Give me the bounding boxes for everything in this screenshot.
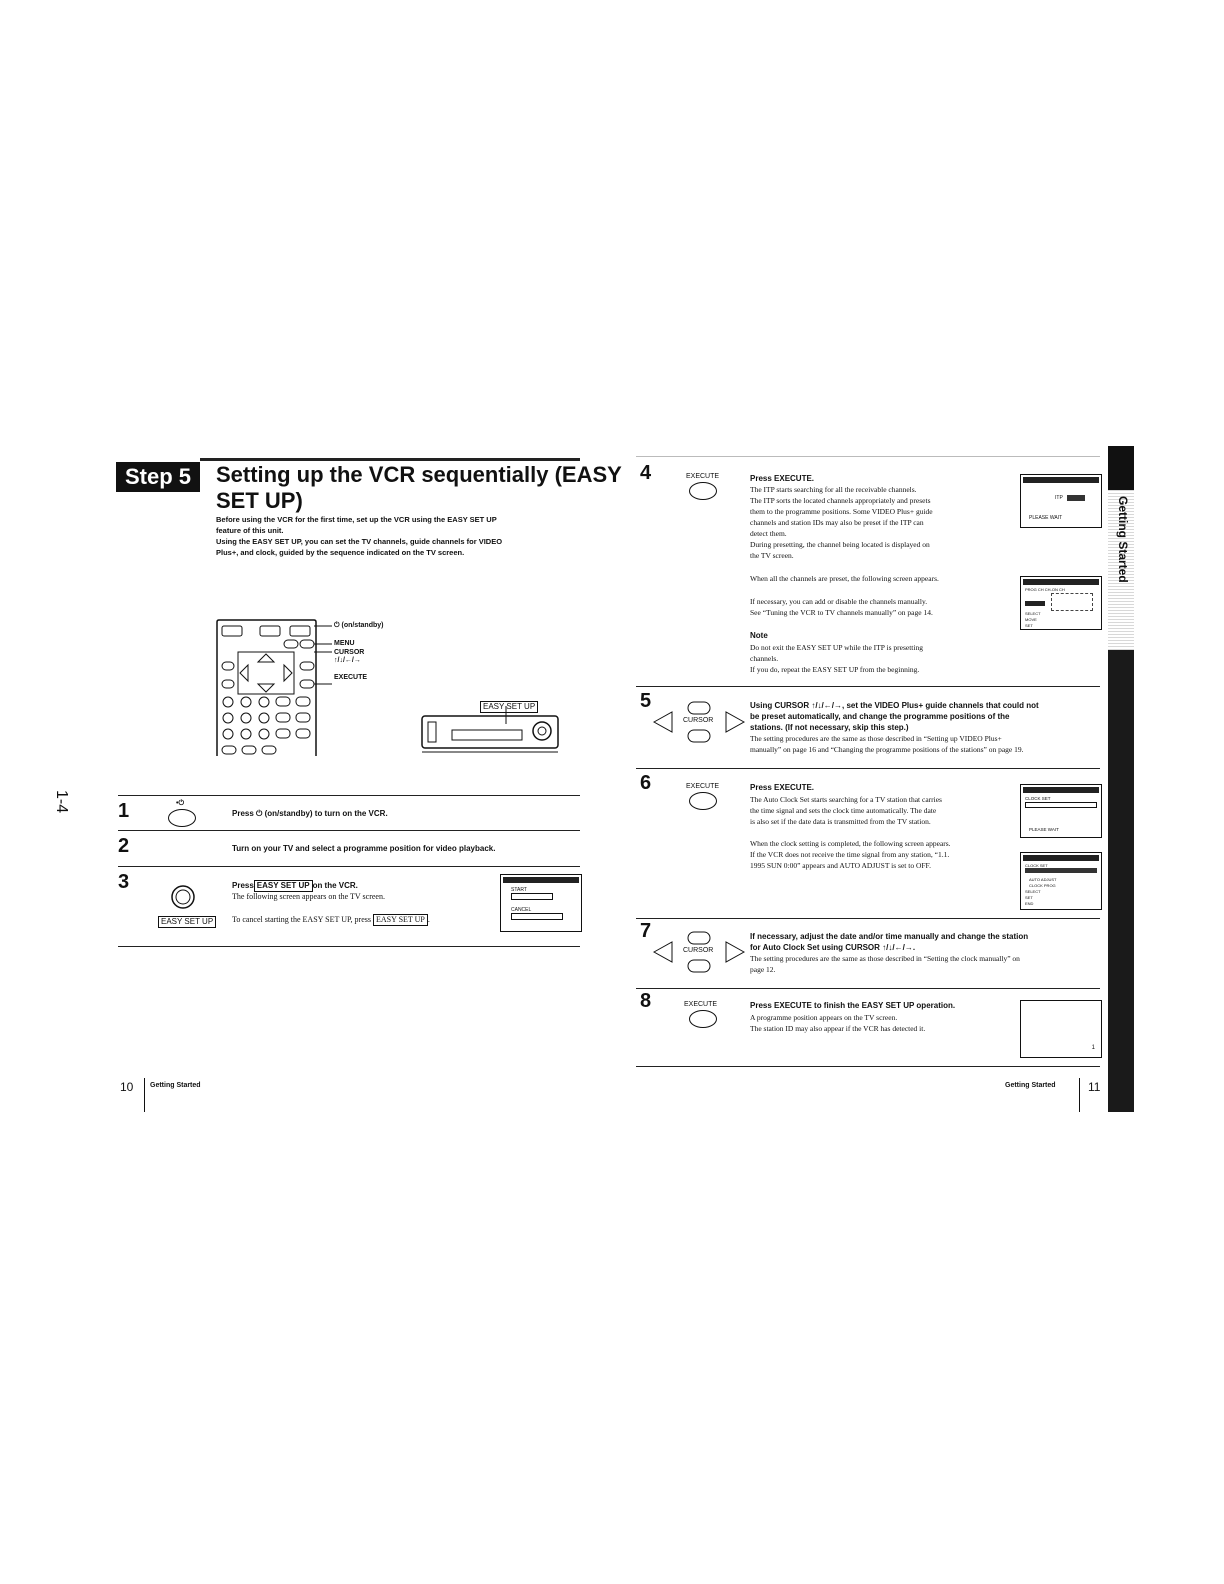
head-line: Using CURSOR ↑/↓/←/→, set the VIDEO Plus+ guide channels that could not (750, 701, 1039, 710)
body-line: A programme position appears on the TV screen. (750, 1013, 898, 1022)
step-6-body2 (750, 838, 951, 871)
screen-row4: SET (1025, 895, 1033, 900)
body-line: The ITP sorts the located channels appropriately and presets (750, 496, 931, 505)
step-rule (636, 768, 1100, 769)
left-page-number: 10 (120, 1080, 134, 1094)
screen-itp-wait: PLEASE WAIT (1029, 515, 1063, 521)
step-5-body (750, 733, 1023, 755)
tv-screen-clock-search (1020, 784, 1102, 838)
step-4-body (750, 484, 1000, 561)
body-line: See “Tuning the VCR to TV channels manually” on page 14. (750, 608, 933, 617)
step-4-icon-label: EXECUTE (686, 473, 720, 480)
title-rule (200, 458, 580, 461)
footer-divider (144, 1078, 145, 1112)
step-6-number: 6 (640, 772, 652, 794)
step-4-body3 (750, 596, 933, 618)
screen-title-bar (1023, 855, 1099, 861)
top-rule (636, 456, 1100, 457)
body-line: the TV screen. (750, 551, 794, 560)
power-button-icon (168, 809, 196, 827)
body-line: When the clock setting is completed, the following screen appears. (750, 839, 951, 848)
screen-cancel-box (511, 913, 563, 920)
remote-label-cursor: CURSOR (334, 649, 365, 656)
step-8-icon-label: EXECUTE (684, 1001, 718, 1008)
body-line: 1995 SUN 0:00” appears and AUTO ADJUST is set to OFF. (750, 861, 931, 870)
page-title-line1: Setting up the VCR sequentially (EASY (216, 462, 622, 487)
screen-title-bar (1023, 787, 1099, 793)
body-line: The station ID may also appear if the VCR has detected it. (750, 1024, 926, 1033)
body-line: The setting procedures are the same as those described in “Setting up VIDEO Plus+ (750, 734, 1002, 743)
step-6-body (750, 794, 942, 827)
step-3-text-b: on the VCR. (312, 881, 358, 890)
body-line: If necessary, you can add or disable the channels manually. (750, 597, 928, 606)
execute-button-icon (689, 792, 717, 810)
body-line: detect them. (750, 529, 787, 538)
note-line: channels. (750, 654, 779, 663)
execute-button-icon (689, 482, 717, 500)
screen-select: SELECT (1025, 611, 1041, 616)
body-line: During presetting, the channel being located is displayed on (750, 540, 930, 549)
step-rule (636, 686, 1100, 687)
screen-clock-box (1025, 802, 1097, 808)
remote-label-execute: EXECUTE (334, 674, 368, 681)
right-page-number: 11 (1088, 1080, 1101, 1094)
step-3-sub2 (232, 914, 430, 926)
step-3-number: 3 (118, 871, 130, 893)
screen-clock-title: CLOCK SET (1025, 796, 1051, 801)
body-line: the time signal and sets the clock time automatically. The date (750, 806, 937, 815)
left-footer-section: Getting Started (150, 1082, 201, 1089)
step-7-icon-label: CURSOR (683, 947, 714, 954)
step-7-head (750, 931, 1028, 953)
screen-row3: SELECT (1025, 889, 1041, 894)
screen-start-box (511, 893, 553, 900)
remote-drawing (214, 618, 334, 758)
step-4-body2: When all the channels are preset, the following screen appears. (750, 574, 939, 583)
remote-label-menu: MENU (334, 640, 355, 647)
step-5-number: 5 (640, 690, 652, 712)
screen-title-bar (503, 877, 579, 883)
step-3-sub1: The following screen appears on the TV screen. (232, 892, 385, 901)
step-rule (118, 866, 580, 867)
step-rule (636, 988, 1100, 989)
step-rule (636, 918, 1100, 919)
screen-cols: PROG CH CH-ON CH (1025, 587, 1065, 592)
body-line: page 12. (750, 965, 776, 974)
step-2-text: Turn on your TV and select a programme position for video playback. (232, 844, 496, 853)
step-4-note-head: Note (750, 631, 768, 640)
step-badge (116, 462, 200, 492)
side-tab-bottom (1108, 650, 1134, 1112)
intro-line: feature of this unit. (216, 526, 284, 535)
step-3-icon-tag: EASY SET UP (158, 916, 216, 928)
step-4-note (750, 642, 923, 675)
page-title-line2: SET UP) (216, 488, 303, 513)
screen-programme-number: 1 (1091, 1045, 1095, 1051)
step-4-head: Press EXECUTE. (750, 474, 815, 483)
step-6-icon-label: EXECUTE (686, 783, 720, 790)
screen-start: START (511, 887, 527, 893)
screen-title-bar (1023, 579, 1099, 585)
remote-label-standby: ⏻ (on/standby) (334, 622, 384, 629)
body-line: The Auto Clock Set starts searching for a TV station that carries (750, 795, 942, 804)
step-6-head: Press EXECUTE. (750, 783, 815, 792)
body-line: If the VCR does not receive the time signal from any station, “1.1. (750, 850, 950, 859)
vcr-easy-setup-tag: EASY SET UP (480, 701, 538, 713)
tv-screen-itp (1020, 474, 1102, 528)
side-tab-label: Getting Started (1116, 496, 1130, 583)
screen-date-bar (1025, 868, 1097, 873)
intro-line: Using the EASY SET UP, you can set the TV channels, guide channels for VIDEO (216, 537, 503, 546)
screen-row2: CLOCK PROG (1029, 883, 1056, 888)
head-line: stations. (If not necessary, skip this step.) (750, 723, 909, 732)
side-tab-top (1108, 446, 1134, 490)
tv-screen-easy-setup (500, 874, 582, 932)
step-3-text-a: Press (232, 881, 254, 890)
step-8-body (750, 1012, 925, 1034)
screen-list-box (1051, 593, 1093, 611)
step-1-text: Press ⏻ (on/standby) to turn on the VCR. (232, 809, 388, 818)
intro-line: Before using the VCR for the first time, set up the VCR using the EASY SET UP (216, 515, 497, 524)
screen-set: SET (1025, 623, 1033, 628)
execute-button-icon (689, 1010, 717, 1028)
step-rule (118, 795, 580, 796)
easy-setup-button-icon (170, 884, 196, 910)
screen-row5: END (1025, 901, 1034, 906)
screen-itp-label: ITP (1055, 495, 1063, 501)
screen-move: MOVE (1025, 617, 1037, 622)
remote-label-arrows: ↑/↓/←/→ (334, 657, 361, 664)
step-badge-text: Step 5 (124, 464, 192, 489)
step-8-head: Press EXECUTE to finish the EASY SET UP operation. (750, 1001, 956, 1010)
step-7-number: 7 (640, 920, 652, 942)
note-line: Do not exit the EASY SET UP while the ITP is presetting (750, 643, 923, 652)
step-3-text (232, 880, 358, 892)
tv-screen-clock-set (1020, 852, 1102, 910)
tv-screen-channel-list (1020, 576, 1102, 630)
footer-divider (1079, 1078, 1080, 1112)
screen-clock-wait: PLEASE WAIT (1029, 827, 1059, 832)
step-3-icon-label (158, 911, 216, 929)
body-line: manually” on page 16 and “Changing the programme positions of the stations” on page 19. (750, 745, 1024, 754)
step-8-number: 8 (640, 990, 652, 1012)
step-5-icon-label: CURSOR (683, 717, 714, 724)
body-line: The setting procedures are the same as those described in “Setting the clock manually” on (750, 954, 1020, 963)
step-2-number: 2 (118, 835, 130, 857)
step-4-number: 4 (640, 462, 652, 484)
step-1-icon-label: •⏻ (176, 800, 184, 807)
step-5-head (750, 700, 1039, 733)
intro-line: Plus+, and clock, guided by the sequence indicated on the TV screen. (216, 548, 465, 557)
step-3-sub2-a: To cancel starting the EASY SET UP, press (232, 915, 371, 924)
step-rule (636, 1066, 1100, 1067)
step-3-text-tag: EASY SET UP (254, 880, 313, 892)
intro-text (216, 514, 586, 558)
body-line: channels and station IDs may also be preset if the ITP can (750, 518, 924, 527)
step-rule (118, 946, 580, 947)
body-line: them to the programme positions. Some VIDEO Plus+ guide (750, 507, 933, 516)
screen-title-bar (1023, 477, 1099, 483)
body-line: The ITP starts searching for all the receivable channels. (750, 485, 917, 494)
margin-mark: 1-4 (53, 790, 70, 814)
step-rule (118, 830, 580, 831)
right-footer-section: Getting Started (1005, 1082, 1056, 1089)
step-3-sub2-tag: EASY SET UP (373, 914, 428, 926)
step-7-body (750, 953, 1020, 975)
step-1-number: 1 (118, 800, 130, 822)
step-3-sub2-b: . (427, 915, 430, 924)
screen-highlight (1025, 601, 1045, 606)
screen-clockset-title: CLOCK SET (1025, 863, 1048, 868)
screen-row1: AUTO ADJUST (1029, 877, 1057, 882)
head-line: If necessary, adjust the date and/or time manually and change the station (750, 932, 1029, 941)
head-line: be preset automatically, and change the programme positions of the (750, 712, 1010, 721)
vcr-drawing (418, 706, 564, 756)
tv-screen-programme (1020, 1000, 1102, 1058)
screen-cancel: CANCEL (511, 907, 532, 913)
note-line: If you do, repeat the EASY SET UP from the beginning. (750, 665, 920, 674)
body-line: is also set if the date data is transmitted from the TV station. (750, 817, 931, 826)
screen-itp-indicator (1067, 495, 1085, 501)
head-line: for Auto Clock Set using CURSOR ↑/↓/←/→. (750, 943, 916, 952)
